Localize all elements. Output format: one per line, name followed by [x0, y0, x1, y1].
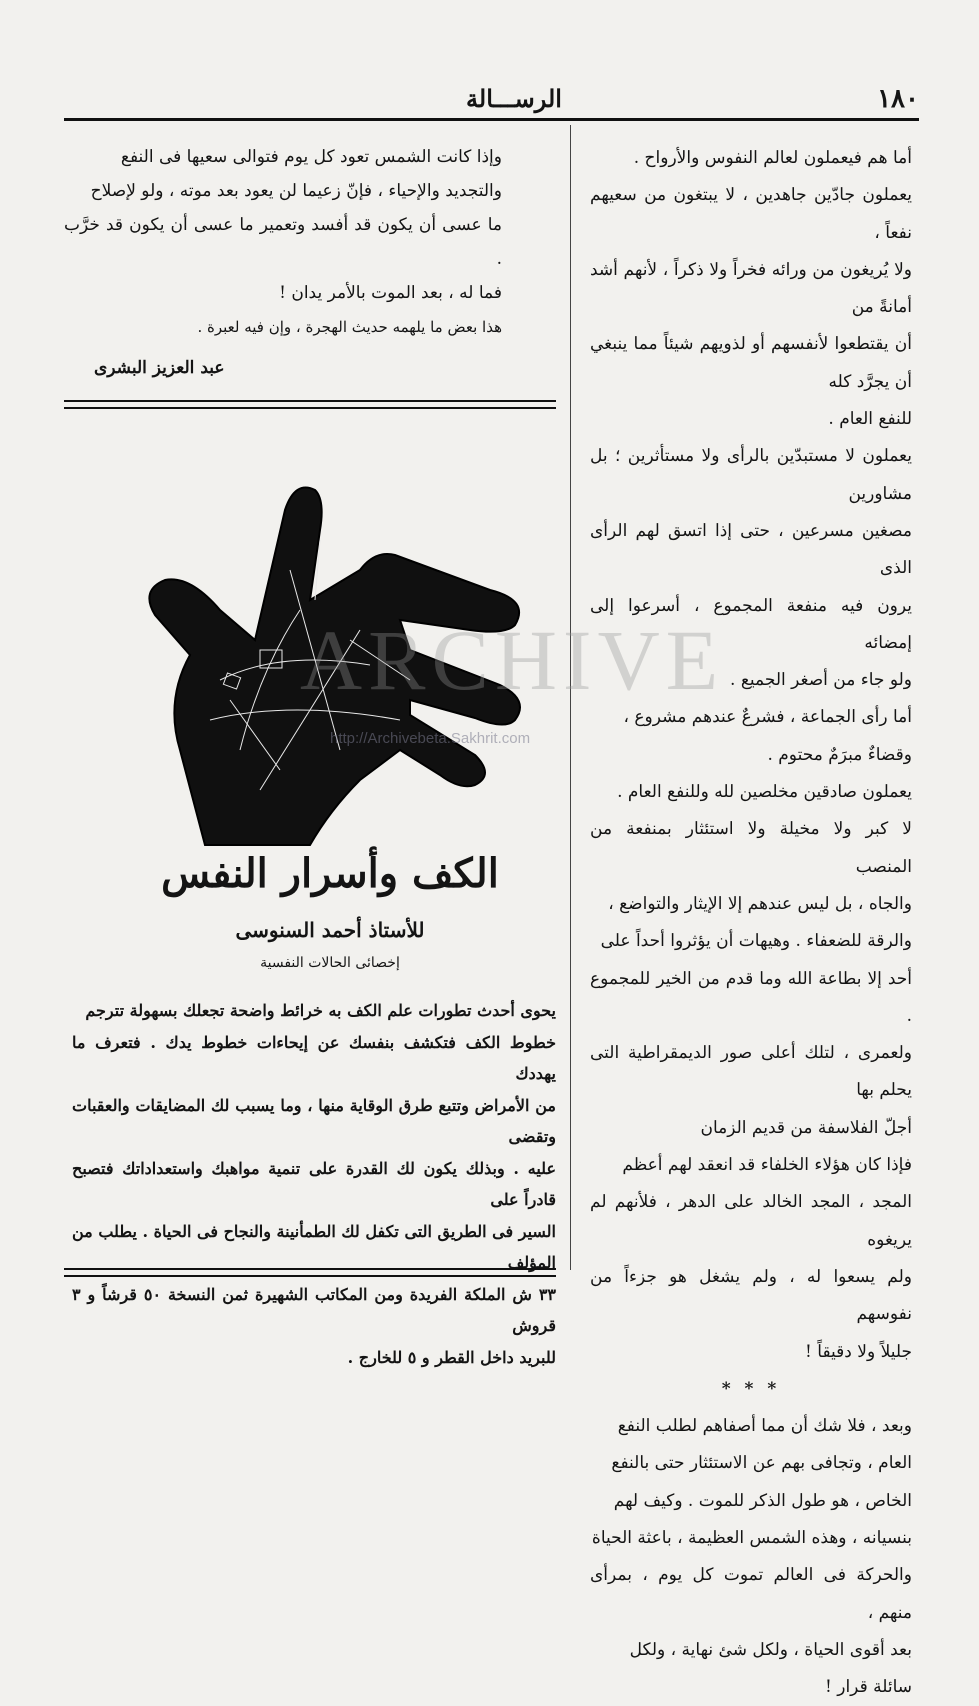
- paragraph-line: والجاه ، بل ليس عندهم إلا الإيثار والتواضع ،: [608, 893, 912, 914]
- paragraph-line: ولا يُريغون من ورائه فخراً ولا ذكراً ، لأنهم أشد أمانةً من: [590, 259, 912, 318]
- paragraph-line: سائلة قرار !: [825, 1677, 912, 1698]
- section-separator: * * *: [721, 1378, 781, 1399]
- paragraph-line: وإذا كانت الشمس تعود كل يوم فتوالى سعيها فى النفع: [120, 147, 502, 167]
- right-column: [590, 140, 912, 1706]
- paragraph-line: جليلاً ولا دقيقاً !: [805, 1341, 912, 1362]
- paragraph-line: ما عسى أن يكون قد أفسد وتعمير ما عسى أن يكون قد خرَّب .: [64, 215, 502, 269]
- paragraph-line: يعملون صادقين مخلصين لله وللنفع العام .: [617, 782, 912, 803]
- paragraph-line: والحركة فى العالم تموت كل يوم ، بمرأى منهم ،: [590, 1565, 912, 1623]
- paragraph-line: بنسيانه ، وهذه الشمس العظيمة ، باعثة الحياة: [591, 1527, 912, 1548]
- ad-body-line: عليه . وبذلك يكون لك القدرة على تنمية مواهبك واستعداداتك فتصبح قادراً على: [72, 1158, 556, 1209]
- paragraph-line: الخاص ، هو طول الذكر للموت . وكيف لهم: [613, 1490, 912, 1511]
- paragraph-line: وقضاءٌ مبرَمٌ محتوم .: [767, 744, 912, 765]
- paragraph-line: والتجديد والإحياء ، فإنّ زعيما لن يعود بعد موته ، ولو لإصلاح: [90, 181, 502, 201]
- paragraph-line: أن يقتطعوا لأنفسهم أو لذويهم شيئاً مما ينبغي أن يجرَّد كله: [590, 334, 912, 392]
- ad-subtitle: إخصائى الحالات النفسية: [260, 955, 400, 971]
- paragraph-line: لا كبر ولا مخيلة ولا استئثار بمنفعة من المنصب: [590, 819, 912, 877]
- paragraph-line: يرون فيه منفعة المجموع ، أسرعوا إلى إمضائه: [590, 595, 912, 653]
- paragraph-line: فما له ، بعد الموت بالأمر يدان !: [279, 283, 502, 303]
- ad-author: للأستاذ أحمد السنوسى: [235, 918, 425, 942]
- paragraph-line: للنفع العام .: [828, 409, 912, 430]
- paragraph-line: أجلّ الفلاسفة من قديم الزمان: [700, 1117, 912, 1138]
- paragraph-line: يعملون جادّين جاهدين ، لا يبتغون من سعيهم نفعاً ،: [590, 185, 912, 243]
- paragraph-line: أما رأى الجماعة ، فشرعٌ عندهم مشروع ،: [623, 707, 912, 728]
- archive-watermark-url: http://Archivebeta.Sakhrit.com: [330, 730, 531, 747]
- page-number: ١٨٠: [877, 84, 919, 114]
- ad-body-line: السير فى الطريق التى تكفل لك الطمأنينة والنجاح فى الحياة . يطلب من المؤلف: [72, 1221, 556, 1272]
- bottom-double-rule: [64, 1268, 556, 1277]
- ad-body-line: للبريد داخل القطر و ٥ للخارج .: [347, 1347, 556, 1367]
- paragraph-line: العام ، وتجافى بهم عن الاستئثار حتى بالنفع: [611, 1453, 912, 1474]
- page-header: [64, 84, 919, 114]
- ad-body-line: ٣٣ ش الملكة الفريدة ومن المكاتب الشهيرة ثمن النسخة ٥٠ قرشاً و ٣ قروش: [72, 1284, 556, 1335]
- section-double-rule: [64, 400, 556, 409]
- paragraph-line: أما هم فيعملون لعالم النفوس والأرواح .: [633, 148, 912, 168]
- author-signature: عبد العزيز البشرى: [94, 358, 225, 378]
- running-title: الرســـالة: [466, 84, 562, 113]
- ad-title: الكف وأسرار النفس: [161, 850, 499, 897]
- paragraph-line: مصغين مسرعين ، حتى إذا اتسق لهم الرأى الذى: [590, 520, 912, 579]
- paragraph-line: والرقة للضعفاء . وهيهات أن يؤثروا أحداً على: [600, 931, 912, 952]
- ad-body-line: يحوى أحدث تطورات علم الكف به خرائط واضحة تجعلك بسهولة تترجم: [85, 1001, 556, 1020]
- paragraph-line: بعد أقوى الحياة ، ولكل شئ نهاية ، ولكل: [629, 1639, 912, 1660]
- paragraph-line: ولو جاء من أصغر الجميع .: [730, 670, 912, 691]
- ad-body-line: من الأمراض وتتبع طرق الوقاية منها ، وما يسبب لك المضايقات والعقبات وتقضى: [72, 1095, 556, 1146]
- paragraph-line: فإذا كان هؤلاء الخلفاء قد انعقد لهم أعظم: [622, 1155, 912, 1176]
- paragraph-line: وبعد ، فلا شك أن مما أصفاهم لطلب النفع: [617, 1416, 912, 1437]
- left-column-text: [64, 140, 502, 378]
- archive-watermark: ARCHIVE: [300, 612, 725, 708]
- paragraph-line: المجد ، المجد الخالد على الدهر ، فلأنهم لم يريغوه: [590, 1192, 912, 1250]
- ad-body-line: خطوط الكف فتكشف بنفسك عن إيحاءات خطوط يدك . فتعرف ما يهددك: [72, 1032, 556, 1083]
- paragraph-line: ولم يسعوا له ، ولم يشغل هو جزءاً من نفوسهم: [590, 1266, 912, 1325]
- paragraph-line: هذا بعض ما يلهمه حديث الهجرة ، وإن فيه لعبرة .: [197, 318, 502, 336]
- paragraph-line: يعملون لا مستبدّين بالرأى ولا مستأثرين ؛ بل مشاورين: [590, 446, 912, 504]
- ad-body: [72, 995, 556, 1373]
- header-rule: [64, 118, 919, 121]
- paragraph-line: ولعمرى ، لتلك أعلى صور الديمقراطية التى يحلم بها: [590, 1043, 912, 1101]
- paragraph-line: أحد إلا بطاعة الله وما قدم من الخير للمجموع .: [590, 968, 912, 1026]
